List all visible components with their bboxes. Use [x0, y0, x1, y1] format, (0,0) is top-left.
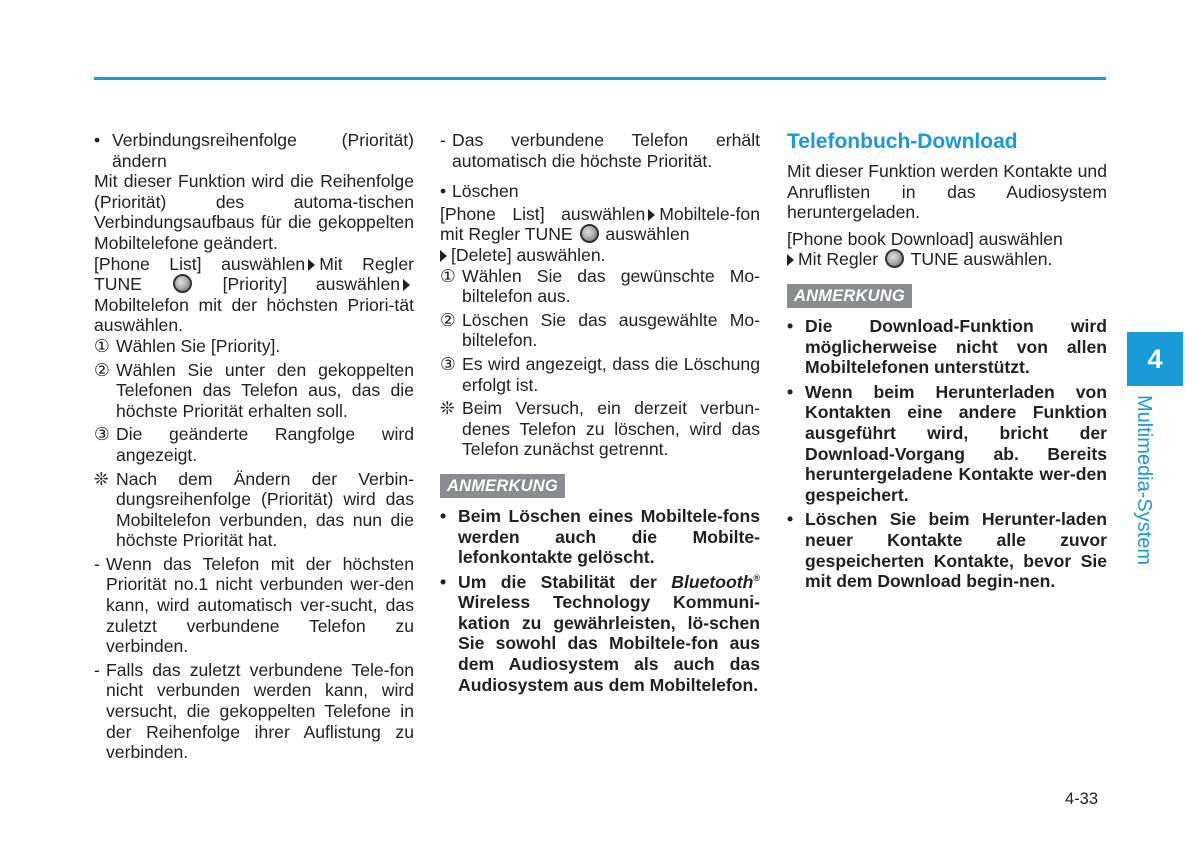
arrow-right-icon: [403, 279, 410, 291]
header-rule: [94, 77, 1106, 80]
note-item: [440, 572, 760, 696]
bullet-marker: •: [94, 130, 101, 150]
step-marker: ①: [94, 335, 110, 356]
bullet-marker: •: [787, 381, 794, 402]
dash-item-text: Das verbundene Telefon erhält automatisch die höchste Priorität.: [452, 130, 760, 171]
arrow-right-icon: [308, 259, 315, 271]
dash-marker: -: [94, 659, 100, 680]
instruction-text: Mit Regler: [798, 249, 879, 270]
column-1: [94, 130, 414, 763]
bullet-marker: •: [440, 571, 447, 592]
step-item: [94, 424, 414, 465]
step-marker: ③: [94, 424, 110, 445]
list-item: [94, 130, 414, 171]
note-text-part: Um die Stabilität der: [458, 571, 657, 592]
note-text: Die Download-Funktion wird möglicherweise nicht von allen Mobiltelefonen unterstützt.: [805, 315, 1107, 378]
dash-marker: -: [94, 553, 100, 574]
note-list: [440, 506, 760, 695]
dash-item: [94, 554, 414, 657]
note-item: [787, 382, 1107, 506]
step-item: [440, 310, 760, 351]
note-badge: ANMERKUNG: [787, 284, 912, 308]
step-item: [440, 354, 760, 395]
star-note-text: Nach dem Ändern der Verbin-dungsreihenfolge (Priorität) wird das Mobiltelefon verbunden, das nun die höchste Priorität hat.: [116, 468, 414, 551]
tune-knob-icon: [173, 274, 192, 293]
star-note: [94, 469, 414, 551]
instruction-text: [Priority] auswählen: [222, 274, 401, 295]
arrow-right-icon: [787, 254, 794, 266]
dash-item-text: Wenn das Telefon mit der höchsten Priorität no.1 nicht verbunden wer-den kann, wird automatisch ver-sucht, das zuletzt verbundene Telefon zu verbinden.: [106, 553, 414, 657]
instruction-text: Mit Regler TUNE: [94, 253, 414, 295]
step-text: Wählen Sie unter den gekoppelten Telefonen das Telefon aus, das die höchste Priorität erhalten soll.: [116, 359, 414, 421]
step-text: Wählen Sie [Priority].: [116, 335, 281, 356]
step-item: [94, 336, 414, 357]
step-text: Es wird angezeigt, dass die Löschung erfolgt ist.: [462, 353, 760, 395]
bluetooth-brand: Bluetooth: [671, 571, 754, 592]
star-note: [440, 398, 760, 460]
step-text: Die geänderte Rangfolge wird angezeigt.: [116, 424, 414, 465]
note-item: [787, 509, 1107, 591]
page-number: 4-33: [1065, 790, 1099, 808]
instruction-text: auswählen: [605, 224, 690, 245]
tune-knob-icon: [580, 224, 599, 243]
step-marker: ②: [440, 309, 456, 330]
instruction-text: [Phone List] auswählen: [440, 203, 646, 224]
step-text: Löschen Sie das ausgewählte Mo-biltelefon.: [462, 309, 760, 351]
instruction-text: Mobiltelefon mit der höchsten Priori-tät auswählen.: [94, 294, 414, 336]
note-text-part: Wireless Technology Kommuni-kation zu gewährleisten, lö-schen Sie sowohl das Mobiltele-fon aus dem Audiosystem als auch das Audiosystem aus dem Mobiltelefon.: [458, 592, 760, 695]
note-list: [787, 316, 1107, 592]
note-text: Löschen Sie beim Herunter-laden neuer Kontakte alle zuvor gespeicherten Kontakte, bevor Sie mit dem Download begin-nen.: [805, 509, 1107, 592]
instruction: [94, 254, 414, 336]
chapter-title: Multimedia-System: [1133, 395, 1155, 566]
dash-item-text: Falls das zuletzt verbundene Tele-fon nicht verbunden werden kann, wird versucht, die gekoppelten Telefone in der Reihenfolge ihrer Auflistung zu verbinden.: [106, 659, 414, 763]
dash-marker: -: [440, 130, 446, 150]
note-text: Wenn beim Herunterladen von Kontakten eine andere Funktion ausgeführt wird, bricht der Download-Vorgang ab. Bereits heruntergeladene Kontakte wer-den gespeichert.: [805, 381, 1107, 505]
registered-mark: ®: [753, 572, 761, 583]
column-2: [440, 130, 760, 695]
step-marker: ①: [440, 265, 456, 286]
paragraph: Mit dieser Funktion werden Kontakte und Anruflisten in das Audiosystem heruntergeladen.: [787, 161, 1107, 223]
instruction-text: TUNE auswählen.: [910, 249, 1053, 270]
dash-item: [94, 660, 414, 763]
list-item: [440, 181, 760, 202]
bullet-marker: •: [440, 505, 447, 526]
arrow-right-icon: [440, 250, 447, 262]
note-item: [787, 316, 1107, 378]
column-3: [787, 130, 1107, 592]
section-heading: Telefonbuch-Download: [787, 130, 1018, 153]
dash-item: [440, 130, 760, 171]
step-text: Wählen Sie das gewünschte Mo-biltelefon aus.: [462, 265, 760, 307]
instruction-text: [Delete] auswählen.: [451, 244, 606, 265]
bullet-marker: •: [787, 509, 794, 530]
instruction-text: Mobiltele-fon mit Regler TUNE: [440, 203, 760, 245]
paragraph: Mit dieser Funktion wird die Reihenfolge (Priorität) des automa-tischen Verbindungsaufbaus für die gekoppelten Mobiltelefone geändert.: [94, 171, 414, 253]
bullet-marker: •: [787, 315, 794, 336]
arrow-right-icon: [648, 209, 655, 221]
star-marker: ❊: [440, 398, 455, 419]
step-marker: ③: [440, 353, 456, 374]
star-marker: ❊: [94, 468, 109, 489]
instruction-text: [Phone List] auswählen: [94, 253, 306, 274]
instruction: [787, 229, 1107, 270]
instruction: [440, 204, 760, 266]
chapter-number-tab: 4: [1127, 332, 1183, 386]
note-text: Beim Löschen eines Mobiltele-fons werden auch die Mobilte-lefonkontakte gelöscht.: [458, 505, 760, 568]
star-note-text: Beim Versuch, ein derzeit verbun-denes Telefon zu löschen, wird das Telefon zunächst getrennt.: [462, 398, 760, 460]
list-item-text: Verbindungsreihenfolge (Priorität) ändern: [112, 130, 414, 171]
step-item: [94, 360, 414, 422]
step-marker: ②: [94, 359, 110, 380]
tune-knob-icon: [885, 249, 904, 268]
note-text: [458, 572, 760, 696]
list-item-text: Löschen: [452, 181, 519, 202]
note-item: [440, 506, 760, 568]
bullet-marker: •: [440, 181, 447, 202]
step-item: [440, 266, 760, 307]
instruction-text: [Phone book Download] auswählen: [787, 228, 1063, 249]
note-badge: ANMERKUNG: [440, 474, 565, 498]
